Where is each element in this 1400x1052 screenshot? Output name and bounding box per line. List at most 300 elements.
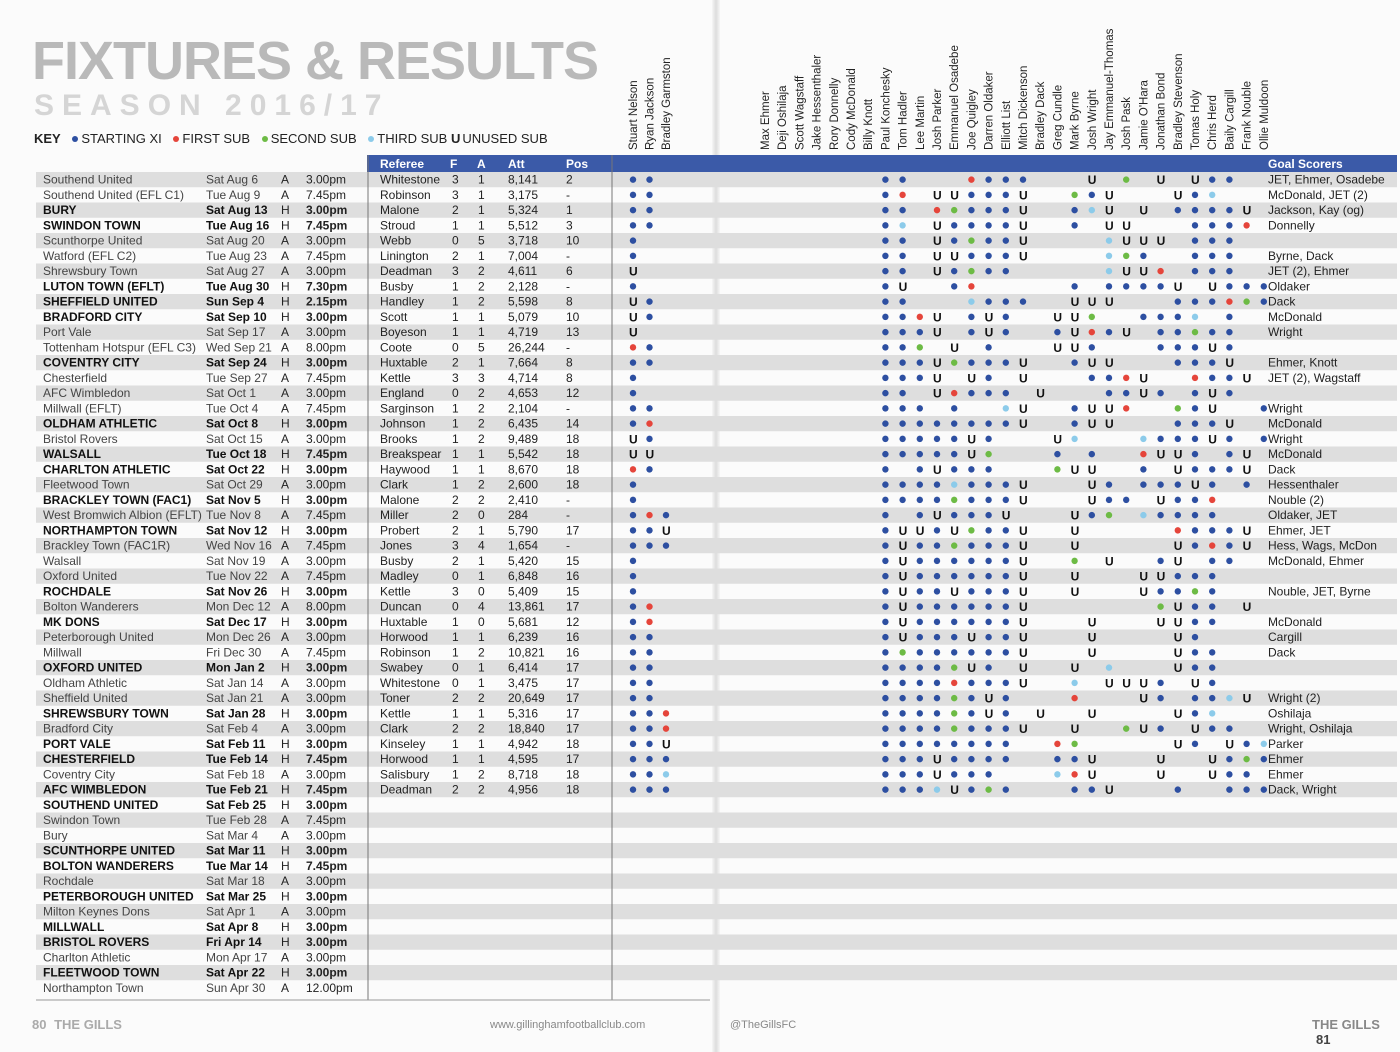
appearance-dot	[985, 649, 991, 655]
appearance-dot	[899, 741, 905, 747]
fixture-attendance: 7,004	[508, 248, 539, 263]
unused-sub-mark: U	[1087, 752, 1097, 767]
fixture-opponent: Chesterfield	[43, 370, 108, 385]
unused-sub-mark: U	[898, 569, 908, 584]
fixture-venue: H	[281, 919, 290, 934]
appearance-dot	[1123, 405, 1129, 411]
appearance-dot	[646, 771, 652, 777]
key-unused-sub: UNUSED SUB	[462, 131, 548, 146]
appearance-dot	[934, 207, 940, 213]
appearance-dot	[1261, 283, 1267, 289]
fixture-goals-against: 1	[478, 569, 485, 583]
page-title: FIXTURES & RESULTS	[32, 31, 599, 91]
appearance-dot	[630, 527, 636, 533]
appearance-dot	[985, 573, 991, 579]
appearance-dot	[951, 405, 957, 411]
appearance-dot	[1089, 451, 1095, 457]
fixture-goals-against: 1	[478, 462, 485, 477]
appearance-dot	[968, 329, 974, 335]
appearance-dot	[630, 649, 636, 655]
appearance-dot	[1003, 741, 1009, 747]
appearance-dot	[951, 771, 957, 777]
fixture-opponent: Oldham Athletic	[43, 675, 128, 690]
fixture-goals-for: 3	[452, 584, 459, 599]
player-name: Josh Pask	[1121, 96, 1134, 150]
appearance-dot	[630, 771, 636, 777]
fixture-time: 3.00pm	[306, 431, 347, 446]
fixture-time: 7.45pm	[306, 782, 348, 797]
appearance-dot	[899, 725, 905, 731]
fixture-goals-for: 0	[452, 569, 459, 583]
fixture-date: Tue Aug 16	[206, 218, 270, 233]
appearance-dot	[1003, 588, 1009, 594]
fixture-attendance: 2,104	[508, 401, 539, 416]
unused-sub-mark: U	[1173, 661, 1183, 676]
appearance-dot	[917, 619, 923, 625]
player-name: Tom Hadler	[897, 91, 910, 150]
fixture-goal-scorers: Hess, Wags, McDon	[1268, 538, 1377, 553]
fixture-goal-scorers: McDonald	[1268, 416, 1323, 431]
fixture-position: -	[566, 538, 570, 553]
fixture-venue: H	[281, 416, 290, 431]
appearance-dot	[917, 359, 923, 365]
fixture-goals-for: 2	[452, 492, 459, 507]
unused-sub-mark: U	[1242, 447, 1252, 462]
unused-sub-mark: U	[1242, 371, 1252, 386]
appearance-dot	[882, 222, 888, 228]
fixture-opponent: West Bromwich Albion (EFLT)	[43, 508, 202, 522]
unused-sub-mark: U	[1139, 234, 1149, 249]
fixture-opponent: Bury	[43, 828, 68, 843]
unused-sub-mark: U	[1105, 203, 1114, 218]
fixture-opponent: Walsall	[43, 553, 82, 568]
fixture-opponent: Peterborough United	[43, 630, 154, 644]
fixture-goals-against: 2	[478, 767, 485, 782]
appearance-dot	[951, 497, 957, 503]
appearance-dot	[1209, 253, 1215, 259]
appearance-dot	[1054, 771, 1060, 777]
appearance-dot	[1157, 283, 1163, 289]
fixture-date: Sat Sep 10	[206, 309, 267, 324]
appearance-dot	[630, 512, 636, 518]
unused-sub-mark: U	[1087, 615, 1097, 630]
appearance-dot	[1071, 558, 1077, 564]
fixture-goals-against: 4	[478, 538, 485, 553]
fixture-goal-scorers: McDonald	[1268, 309, 1323, 324]
fixture-attendance: 4,653	[508, 386, 539, 400]
fixture-venue: H	[281, 752, 290, 766]
fixture-opponent: ROCHDALE	[43, 584, 111, 599]
appearance-dot	[646, 344, 652, 350]
appearance-dot	[951, 481, 957, 487]
appearance-dot	[1226, 436, 1232, 442]
fixture-position: 18	[566, 477, 580, 492]
appearance-dot	[1209, 192, 1215, 198]
fixture-date: Sat Oct 22	[206, 462, 265, 477]
fixture-goals-against: 1	[478, 325, 485, 339]
appearance-dot	[968, 558, 974, 564]
fixture-goals-for: 1	[452, 645, 459, 660]
appearance-dot	[1123, 497, 1129, 503]
appearance-dot	[917, 497, 923, 503]
appearance-dot	[951, 695, 957, 701]
appearance-dot	[985, 436, 991, 442]
appearance-dot	[917, 542, 923, 548]
column-header: A	[477, 157, 486, 171]
fixture-time: 3.00pm	[306, 386, 347, 400]
appearance-dot	[1003, 558, 1009, 564]
fixture-time: 2.15pm	[306, 294, 348, 309]
appearance-dot	[630, 756, 636, 762]
fixture-attendance: 5,512	[508, 218, 539, 233]
fixture-attendance: 4,714	[508, 370, 539, 385]
appearance-dot	[1192, 710, 1198, 716]
unused-sub-mark: U	[1156, 569, 1166, 584]
fixture-referee: Kettle	[380, 370, 411, 385]
unused-sub-mark: U	[1208, 432, 1217, 447]
appearance-dot	[968, 192, 974, 198]
player-name: Darren Oldaker	[983, 71, 996, 150]
appearance-dot	[646, 680, 652, 686]
appearance-dot	[630, 695, 636, 701]
appearance-dot	[646, 741, 652, 747]
appearance-dot	[899, 420, 905, 426]
unused-sub-mark: U	[1105, 554, 1114, 569]
unused-sub-mark: U	[1019, 249, 1028, 264]
appearance-dot	[630, 192, 636, 198]
fixture-goal-scorers: Jackson, Kay (og)	[1268, 203, 1365, 217]
fixture-attendance: 6,435	[508, 416, 539, 431]
appearance-dot	[1261, 741, 1267, 747]
appearance-dot	[1226, 375, 1232, 381]
unused-sub-mark: U	[967, 371, 977, 386]
fixture-goals-against: 1	[478, 523, 485, 538]
appearance-dot	[985, 512, 991, 518]
player-name: Josh Parker	[932, 88, 944, 150]
player-name: Rory Donnelly	[828, 77, 841, 150]
appearance-dot	[1192, 466, 1198, 472]
fixture-opponent: Charlton Athletic	[43, 950, 131, 965]
unused-sub-mark: U	[933, 371, 942, 386]
unused-sub-mark: U	[1225, 417, 1235, 432]
unused-sub-mark: U	[1156, 173, 1166, 188]
unused-sub-mark: U	[1019, 417, 1028, 432]
fixture-referee: Busby	[380, 279, 414, 294]
unused-sub-mark: U	[898, 279, 908, 294]
fixture-opponent: Southend United	[43, 172, 133, 187]
appearance-dot	[1209, 176, 1215, 182]
appearance-dot	[1140, 466, 1146, 472]
player-name: Jay Emmanuel-Thomas	[1104, 28, 1116, 150]
appearance-dot	[917, 634, 923, 640]
goal-scorers-header: Goal Scorers	[1268, 157, 1343, 171]
appearance-dot	[1226, 542, 1232, 548]
fixture-date: Sat Oct 29	[206, 477, 263, 492]
fixture-venue: H	[281, 889, 290, 904]
appearance-dot	[1243, 771, 1249, 777]
appearance-dot	[1209, 527, 1215, 533]
fixture-date: Sat Aug 27	[206, 264, 265, 278]
appearance-dot	[1243, 756, 1249, 762]
fixture-position: 10	[566, 309, 580, 324]
appearance-dot	[1071, 436, 1077, 442]
fixture-date: Tue Feb 14	[206, 752, 268, 766]
fixture-venue: H	[281, 309, 290, 324]
player-name: Cody McDonald	[846, 68, 858, 150]
fixture-opponent: Tottenham Hotspur (EFL C3)	[43, 340, 196, 355]
unused-sub-mark: U	[950, 584, 959, 599]
appearance-dot	[1071, 420, 1077, 426]
fixture-attendance: 3,475	[508, 675, 539, 690]
appearance-dot	[1192, 375, 1198, 381]
appearance-dot	[968, 359, 974, 365]
fixture-attendance: 5,542	[508, 447, 539, 461]
appearance-dot	[882, 573, 888, 579]
fixture-time: 7.45pm	[306, 569, 347, 583]
fixture-opponent: SWINDON TOWN	[43, 218, 141, 233]
fixture-time: 3.00pm	[306, 492, 348, 507]
fixture-attendance: 8,670	[508, 462, 539, 477]
appearance-dot	[968, 573, 974, 579]
key-starting-xi: STARTING XI	[81, 131, 162, 146]
fixture-venue: H	[281, 935, 290, 949]
fixture-venue: A	[281, 828, 290, 843]
fixture-goals-for: 1	[452, 767, 459, 782]
fixture-date: Mon Jan 2	[206, 660, 265, 675]
fixture-venue: H	[281, 660, 290, 675]
fixture-time: 3.00pm	[306, 889, 348, 904]
appearance-dot	[951, 436, 957, 442]
fixture-attendance: 284	[508, 508, 529, 522]
fixture-goals-against: 2	[478, 782, 485, 797]
player-name: Deji Oshilaja	[777, 85, 790, 150]
unused-sub-mark: U	[1019, 645, 1028, 660]
fixture-referee: Malone	[380, 203, 420, 217]
appearance-dot	[1123, 176, 1129, 182]
fixture-goals-against: 2	[478, 386, 485, 400]
fixture-time: 7.45pm	[306, 218, 348, 233]
appearance-dot	[917, 741, 923, 747]
appearance-dot	[1157, 481, 1163, 487]
unused-sub-mark: U	[984, 325, 994, 340]
appearance-dot	[630, 375, 636, 381]
unused-sub-mark: U	[1105, 417, 1114, 432]
unused-sub-mark: U	[1019, 630, 1028, 645]
fixture-date: Sat Sep 24	[206, 355, 267, 370]
appearance-dot	[968, 237, 974, 243]
appearance-dot	[630, 222, 636, 228]
appearance-dot	[882, 771, 888, 777]
appearance-dot	[1157, 680, 1163, 686]
appearance-dot	[1175, 420, 1181, 426]
fixture-time: 3.00pm	[306, 309, 348, 324]
appearance-dot	[917, 314, 923, 320]
fixture-time: 3.00pm	[306, 462, 348, 477]
fixture-venue: A	[281, 950, 290, 965]
fixture-goal-scorers: Parker	[1268, 736, 1304, 751]
appearance-dot	[1226, 695, 1232, 701]
appearance-dot	[630, 664, 636, 670]
appearance-dot	[899, 771, 905, 777]
appearance-dot	[917, 420, 923, 426]
appearance-dot	[985, 176, 991, 182]
fixture-referee: Salisbury	[380, 767, 430, 782]
unused-sub-mark: U	[933, 310, 942, 325]
fixture-date: Sat Nov 19	[206, 553, 266, 568]
fixture-position: 17	[566, 752, 580, 766]
appearance-dot	[899, 497, 905, 503]
right-page-number: 81	[1316, 1032, 1331, 1047]
appearance-dot	[951, 268, 957, 274]
fixture-opponent: Millwall	[43, 645, 82, 660]
appearance-dot	[1003, 634, 1009, 640]
fixture-opponent: Bradford City	[43, 721, 114, 736]
appearance-dot	[630, 253, 636, 259]
fixture-opponent: CHESTERFIELD	[43, 752, 136, 766]
appearance-dot	[899, 268, 905, 274]
unused-sub-mark: U	[1036, 386, 1045, 401]
unused-sub-mark: U	[1070, 310, 1080, 325]
appearance-dot	[646, 359, 652, 365]
fixture-time: 3.00pm	[306, 767, 347, 782]
appearance-dot	[630, 558, 636, 564]
appearance-dot	[951, 558, 957, 564]
fixture-date: Sat Apr 22	[206, 965, 265, 980]
appearance-dot	[1157, 695, 1163, 701]
fixture-venue: H	[281, 462, 290, 477]
fixture-position: 18	[566, 447, 580, 461]
appearance-dot	[899, 710, 905, 716]
fixture-time: 3.00pm	[306, 233, 347, 248]
unused-sub-mark: U	[933, 188, 942, 203]
unused-sub-mark: U	[933, 249, 942, 264]
fixture-goals-for: 1	[452, 477, 459, 492]
fixture-position: -	[566, 492, 570, 507]
unused-sub-mark: U	[1173, 554, 1183, 569]
appearance-dot	[917, 771, 923, 777]
appearance-dot	[1226, 329, 1232, 335]
unused-sub-mark: U	[933, 508, 942, 523]
appearance-dot	[1106, 329, 1112, 335]
appearance-dot	[1226, 527, 1232, 533]
fixture-goal-scorers: Ehmer	[1268, 767, 1304, 782]
fixture-date: Sat Mar 4	[206, 828, 259, 843]
appearance-dot	[1106, 481, 1112, 487]
unused-sub-mark: U	[1122, 325, 1131, 340]
unused-sub-mark: U	[933, 462, 942, 477]
unused-sub-mark: U	[1053, 340, 1063, 355]
unused-sub-mark: U	[1070, 661, 1080, 676]
appearance-dot	[1226, 451, 1232, 457]
appearance-dot	[951, 283, 957, 289]
appearance-dot	[1054, 466, 1060, 472]
appearance-dot	[882, 359, 888, 365]
fixture-goals-for: 3	[452, 538, 459, 553]
appearance-dot	[1089, 329, 1095, 335]
appearance-dot	[1003, 359, 1009, 365]
unused-sub-mark: U	[1156, 493, 1166, 508]
unused-sub-mark: U	[1242, 600, 1252, 615]
appearance-dot	[882, 405, 888, 411]
footer-right-page	[1312, 1017, 1400, 1047]
appearance-dot	[917, 451, 923, 457]
fixture-venue: H	[281, 447, 290, 461]
unused-sub-mark: U	[1139, 722, 1149, 737]
fixture-goals-against: 1	[478, 218, 485, 233]
fixture-opponent: OLDHAM ATHLETIC	[43, 416, 157, 431]
footer-twitter: @TheGillsFC	[730, 1019, 797, 1031]
appearance-dot	[968, 725, 974, 731]
appearance-dot	[882, 710, 888, 716]
player-name: Chris Herd	[1207, 95, 1220, 150]
fixture-referee: Kettle	[380, 584, 411, 599]
key-second-sub: SECOND SUB	[270, 131, 357, 146]
fixture-opponent: Coventry City	[43, 767, 116, 782]
appearance-dot	[968, 420, 974, 426]
fixture-attendance: 2,128	[508, 279, 539, 294]
unused-sub-mark: U	[898, 539, 908, 554]
fixture-opponent: BRISTOL ROVERS	[43, 935, 150, 949]
column-header: F	[450, 157, 458, 171]
unused-sub-mark: U	[1173, 630, 1183, 645]
fixture-goals-for: 0	[452, 386, 459, 400]
fixture-referee: Duncan	[380, 599, 422, 614]
appearance-dot	[1071, 192, 1077, 198]
appearance-dot	[1003, 176, 1009, 182]
appearance-dot	[882, 344, 888, 350]
fixture-date: Sat Oct 1	[206, 386, 257, 400]
fixture-time: 7.45pm	[306, 752, 348, 766]
unused-sub-mark: U	[967, 447, 977, 462]
appearance-dot	[1192, 359, 1198, 365]
fixture-position: -	[566, 401, 570, 416]
fixture-venue: A	[281, 599, 290, 614]
appearance-dot	[899, 253, 905, 259]
unused-sub-mark: U	[1070, 508, 1080, 523]
appearance-dot	[1175, 405, 1181, 411]
fixture-date: Sat Apr 8	[206, 919, 259, 934]
fixture-position: 15	[566, 584, 580, 599]
unused-sub-mark: U	[1191, 173, 1200, 188]
fixture-position: 12	[566, 614, 580, 629]
appearance-dot	[917, 512, 923, 518]
unused-sub-mark: U	[950, 188, 959, 203]
appearance-dot	[646, 756, 652, 762]
appearance-dot	[1175, 344, 1181, 350]
appearance-dot	[1209, 664, 1215, 670]
appearance-dot	[882, 314, 888, 320]
appearance-dot	[968, 207, 974, 213]
fixture-time: 7.45pm	[306, 645, 347, 660]
appearance-dot	[630, 497, 636, 503]
fixture-attendance: 6,848	[508, 569, 539, 583]
fixture-referee: Swabey	[380, 660, 423, 675]
fixture-referee: Malone	[380, 492, 420, 507]
appearance-dot	[663, 710, 669, 716]
fixture-goals-against: 1	[478, 187, 485, 202]
appearance-dot	[1054, 329, 1060, 335]
fixture-opponent: Brackley Town (FAC1R)	[43, 538, 171, 553]
appearance-dot	[882, 176, 888, 182]
fixture-position: 13	[566, 325, 580, 339]
appearance-dot	[1192, 329, 1198, 335]
appearance-dot	[882, 649, 888, 655]
left-brand: THE GILLS	[54, 1017, 122, 1032]
fixture-position: 17	[566, 599, 580, 614]
appearance-dot	[1106, 268, 1112, 274]
appearance-dot	[1054, 741, 1060, 747]
appearance-dot	[985, 771, 991, 777]
